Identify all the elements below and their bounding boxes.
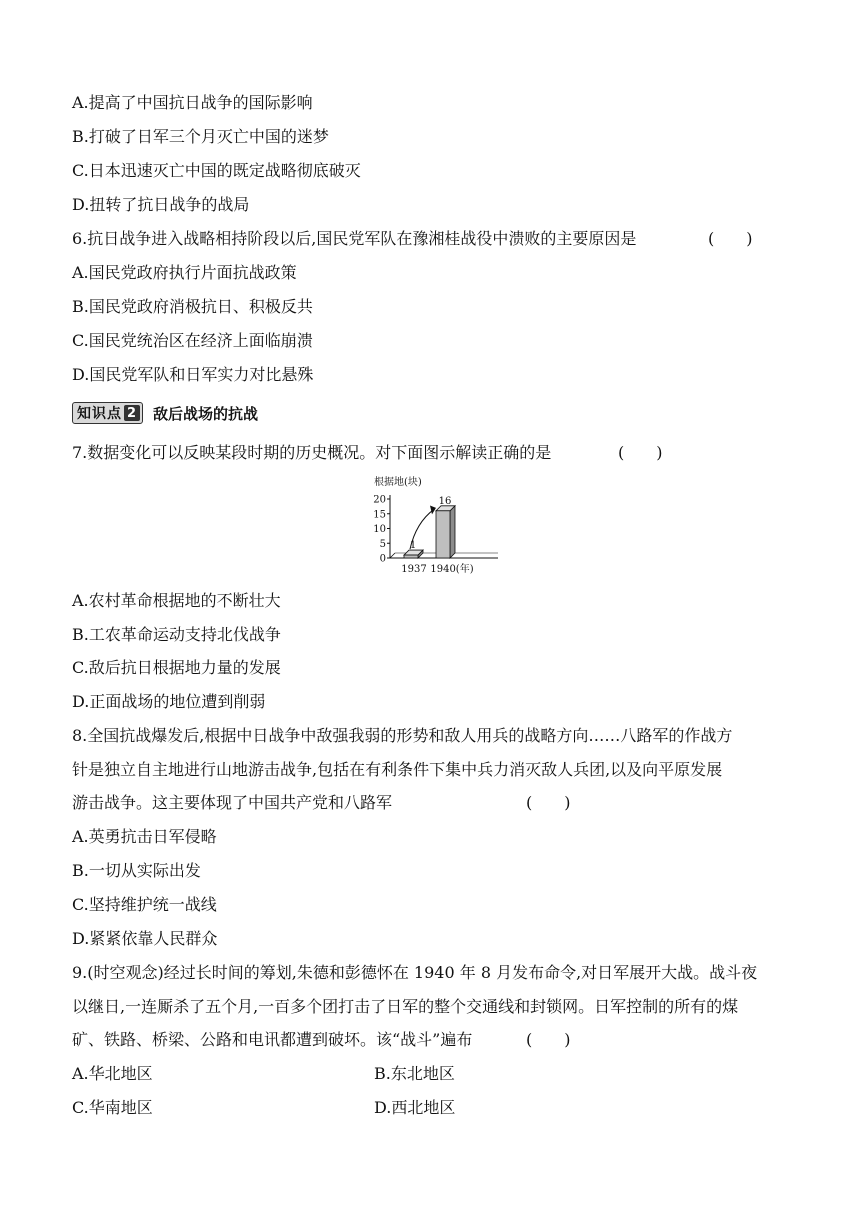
knowledge-point-title: 敌后战场的抗战 <box>153 404 259 423</box>
q6-option-c: C.国民党统治区在经济上面临崩溃 <box>72 331 313 350</box>
chart-x-tick-label: 1940(年) <box>430 564 474 575</box>
q8-option-a: A.英勇抗击日军侵略 <box>72 827 217 846</box>
q6-stem-text: 6.抗日战争进入战略相持阶段以后,国民党军队在豫湘桂战役中溃败的主要原因是 <box>72 229 637 248</box>
knowledge-point-heading <box>72 401 258 425</box>
q7-option-d: D.正面战场的地位遭到削弱 <box>72 692 266 711</box>
knowledge-point-number: 2 <box>124 405 140 421</box>
q8-stem-line-2: 针是独立自主地进行山地游击战争,包括在有利条件下集中兵力消灭敌人兵团,以及向平原发展 <box>72 760 723 779</box>
chart-y-axis-label: 根据地(块) <box>374 477 422 488</box>
knowledge-point-badge-label: 知识点 <box>77 406 122 422</box>
q7-option-b: B.工农革命运动支持北伐战争 <box>72 625 281 644</box>
q5-option-a: A.提高了中国抗日战争的国际影响 <box>72 93 313 112</box>
chart-bar-side <box>450 506 455 558</box>
q7-stem: 7.数据变化可以反映某段时期的历史概况。对下面图示解读正确的是 <box>72 443 552 462</box>
q9-stem-line-1: 9.(时空观念)经过长时间的筹划,朱德和彭德怀在 1940 年 8 月发布命令,对日军展开大战。战斗夜 <box>72 963 758 982</box>
q8-option-d: D.紧紧依靠人民群众 <box>72 929 218 948</box>
q7-answer-paren: ( ) <box>618 443 663 462</box>
q6-option-d: D.国民党军队和日军实力对比悬殊 <box>72 365 314 384</box>
knowledge-point-badge <box>72 402 143 424</box>
chart-x-tick-label: 1937 <box>401 564 427 575</box>
chart-bar <box>436 511 450 558</box>
chart-y-tick-label: 0 <box>379 553 386 565</box>
chart-data-label: 1 <box>409 540 417 552</box>
base-area-bar-chart <box>360 473 500 577</box>
q8-stem-line-3: 游击战争。这主要体现了中国共产党和八路军 <box>72 793 393 812</box>
q9-option-a: A.华北地区 <box>72 1064 153 1083</box>
chart-bar <box>404 555 418 558</box>
chart-data-label: 16 <box>438 495 452 507</box>
chart-y-tick-label: 20 <box>373 494 386 506</box>
q9-option-b: B.东北地区 <box>374 1064 455 1083</box>
chart-growth-arrowhead <box>430 505 436 514</box>
q9-option-c: C.华南地区 <box>72 1098 153 1117</box>
q9-stem-line-2: 以继日,一连厮杀了五个月,一百多个团打击了日军的整个交通线和封锁网。日军控制的所有的煤 <box>72 997 739 1016</box>
q6-answer-paren: ( ) <box>708 229 753 248</box>
q5-option-c: C.日本迅速灭亡中国的既定战略彻底破灭 <box>72 161 361 180</box>
chart-y-tick-label: 5 <box>379 538 386 550</box>
q9-answer-paren: ( ) <box>526 1030 571 1049</box>
chart-y-tick-label: 10 <box>373 524 386 535</box>
q6-option-b: B.国民党政府消极抗日、积极反共 <box>72 297 313 316</box>
chart-floor-edge <box>390 553 395 558</box>
q8-answer-paren: ( ) <box>526 793 571 812</box>
q9-stem-line-3: 矿、铁路、桥梁、公路和电讯都遭到破坏。该“战斗”遍布 <box>72 1030 473 1049</box>
q6-option-a: A.国民党政府执行片面抗战政策 <box>72 263 297 282</box>
q7-option-c: C.敌后抗日根据地力量的发展 <box>72 658 281 677</box>
q5-option-d: D.扭转了抗日战争的战局 <box>72 195 250 214</box>
q5-option-b: B.打破了日军三个月灭亡中国的迷梦 <box>72 127 329 146</box>
q9-option-d: D.西北地区 <box>374 1098 456 1117</box>
q8-option-c: C.坚持维护统一战线 <box>72 895 217 914</box>
q6-stem <box>72 228 636 250</box>
q7-option-a: A.农村革命根据地的不断壮大 <box>72 591 281 610</box>
q8-option-b: B.一切从实际出发 <box>72 861 201 880</box>
q8-stem-line-1: 8.全国抗战爆发后,根据中日战争中敌强我弱的形势和敌人用兵的战略方向……八路军的作战方 <box>72 726 733 745</box>
chart-y-tick-label: 15 <box>373 509 386 521</box>
